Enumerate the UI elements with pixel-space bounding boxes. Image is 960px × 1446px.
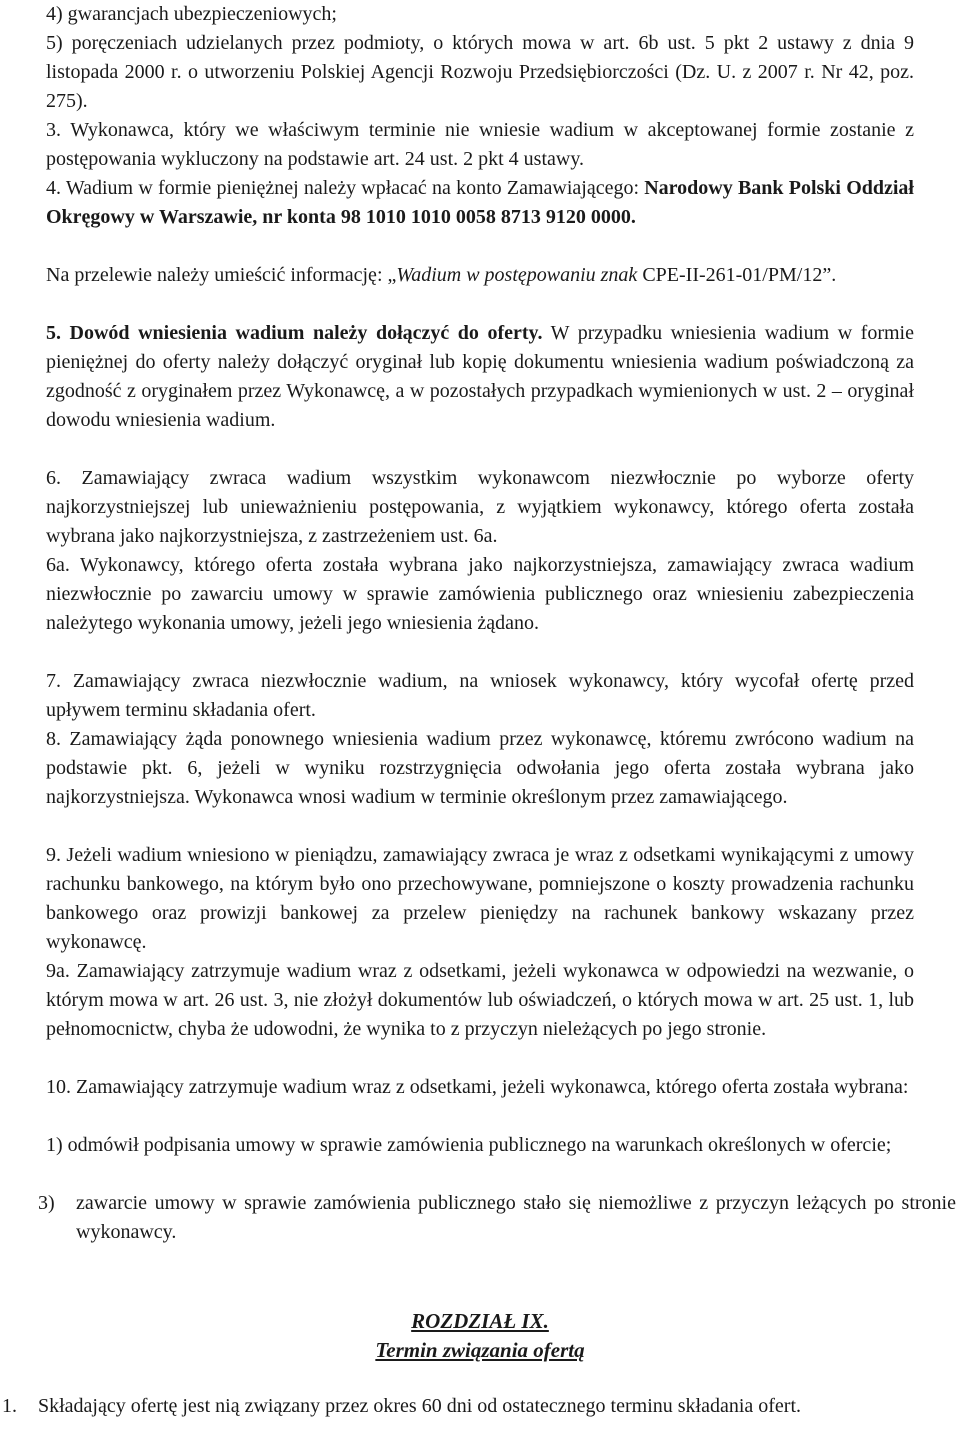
- paragraph-7: 7. Zamawiający zwraca niezwłocznie wadium, na wniosek wykonawcy, który wycofał ofertę przed upływem terminu składania ofert.: [46, 670, 914, 721]
- chapter-title: ROZDZIAŁ IX.: [411, 1309, 549, 1333]
- paragraph-9: 9. Jeżeli wadium wniesiono w pieniądzu, zamawiający zwraca je wraz z odsetkami wynikającymi z umowy rachunku bankowego, na którym było ono przechowywane, pomniejszone o koszty prowadzenia rachunku bankowego oraz prowizji bankowej za przelew pieniędzy na rachunek bankowy wskazany przez wykonawcę.: [46, 844, 914, 953]
- transfer-info-italic: Wadium w postępowaniu znak: [396, 264, 638, 286]
- paragraph-guarantees: 4) gwarancjach ubezpieczeniowych;: [46, 3, 337, 25]
- paragraph-4-transfer-info: [46, 261, 914, 290]
- paragraph-6: 6. Zamawiający zwraca wadium wszystkim wykonawcom niezwłocznie po wyborze oferty najkorzystniejszej lub unieważnieniu postępowania, z wyjątkiem wykonawcy, którego oferta została wybrana jako najkorzystniejsza, z zastrzeżeniem ust. 6a.: [46, 467, 914, 547]
- paragraph-4: [46, 174, 914, 232]
- transfer-info-ref: CPE-II-261-01/PM/12”.: [637, 264, 837, 286]
- paragraph-4-intro: 4. Wadium w formie pieniężnej należy wpłacać na konto Zamawiającego:: [46, 177, 645, 199]
- paragraph-sureties: 5) poręczeniach udzielanych przez podmioty, o których mowa w art. 6b ust. 5 pkt 2 ustawy z dnia 9 listopada 2000 r. o utworzeniu Polskiej Agencji Rozwoju Przedsiębiorczości (Dz. U. z 2007 r. Nr 42, poz. 275).: [46, 32, 914, 112]
- paragraph-10: 10. Zamawiający zatrzymuje wadium wraz z odsetkami, jeżeli wykonawca, którego oferta została wybrana:: [46, 1076, 909, 1098]
- paragraph-5-bold: 5. Dowód wniesienia wadium należy dołączyć do oferty.: [46, 322, 543, 344]
- paragraph-5: [46, 319, 914, 435]
- paragraph-5-body: W przypadku wniesienia wadium w formie pieniężnej do oferty należy dołączyć oryginał lub kopię dokumentu wniesienia wadium poświadczoną za zgodność z oryginałem przez Wykonawcę, a w pozostałych przypadkach wymienionych w ust. 2 – oryginał dowodu wniesienia wadium.: [46, 322, 914, 431]
- paragraph-3: 3. Wykonawca, który we właściwym terminie nie wniesie wadium w akceptowanej formie zostanie z postępowania wykluczony na podstawie art. 24 ust. 2 pkt 4 ustawy.: [46, 119, 914, 170]
- bank-account: Narodowy Bank Polski Oddział Okręgowy w Warszawie, nr konta 98 1010 1010 0058 8713 9120 0000.: [46, 177, 914, 228]
- paragraph-6a: 6a. Wykonawcy, którego oferta została wybrana jako najkorzystniejsza, zamawiający zwraca wadium niezwłocznie po zawarciu umowy w sprawie zamówienia publicznego oraz wniesieniu zabezpieczenia należytego wykonania umowy, jeżeli jego wniesienia żądano.: [46, 554, 914, 634]
- list-item-text: Składający ofertę jest nią związany przez okres 60 dni od ostatecznego terminu składania ofert.: [38, 1395, 802, 1417]
- list-item-text: zawarcie umowy w sprawie zamówienia publicznego stało się niemożliwe z przyczyn leżących po stronie wykonawcy.: [76, 1192, 956, 1243]
- list-item-number: 3): [38, 1192, 55, 1214]
- chapter-subtitle: Termin związania ofertą: [375, 1338, 585, 1362]
- list-item-number: 1.: [2, 1395, 17, 1417]
- transfer-info-lead: Na przelewie należy umieścić informację: „: [46, 264, 397, 286]
- paragraph-9a: 9a. Zamawiający zatrzymuje wadium wraz z odsetkami, jeżeli wykonawca w odpowiedzi na wezwanie, o którym mowa w art. 26 ust. 3, nie złożył dokumentów lub oświadczeń, o których mowa w art. 25 ust. 1, lub pełnomocnictw, chyba że udowodni, że wynika to z przyczyn nieleżących po jego stronie.: [46, 960, 914, 1040]
- paragraph-10-item-1: 1) odmówił podpisania umowy w sprawie zamówienia publicznego na warunkach określonych w ofercie;: [46, 1134, 892, 1156]
- paragraph-8: 8. Zamawiający żąda ponownego wniesienia wadium przez wykonawcę, któremu zwrócono wadium na podstawie pkt. 6, jeżeli w wyniku rozstrzygnięcia odwołania jego oferta została wybrana jako najkorzystniejsza. Wykonawca wnosi wadium w terminie określonym przez zamawiającego.: [46, 728, 914, 808]
